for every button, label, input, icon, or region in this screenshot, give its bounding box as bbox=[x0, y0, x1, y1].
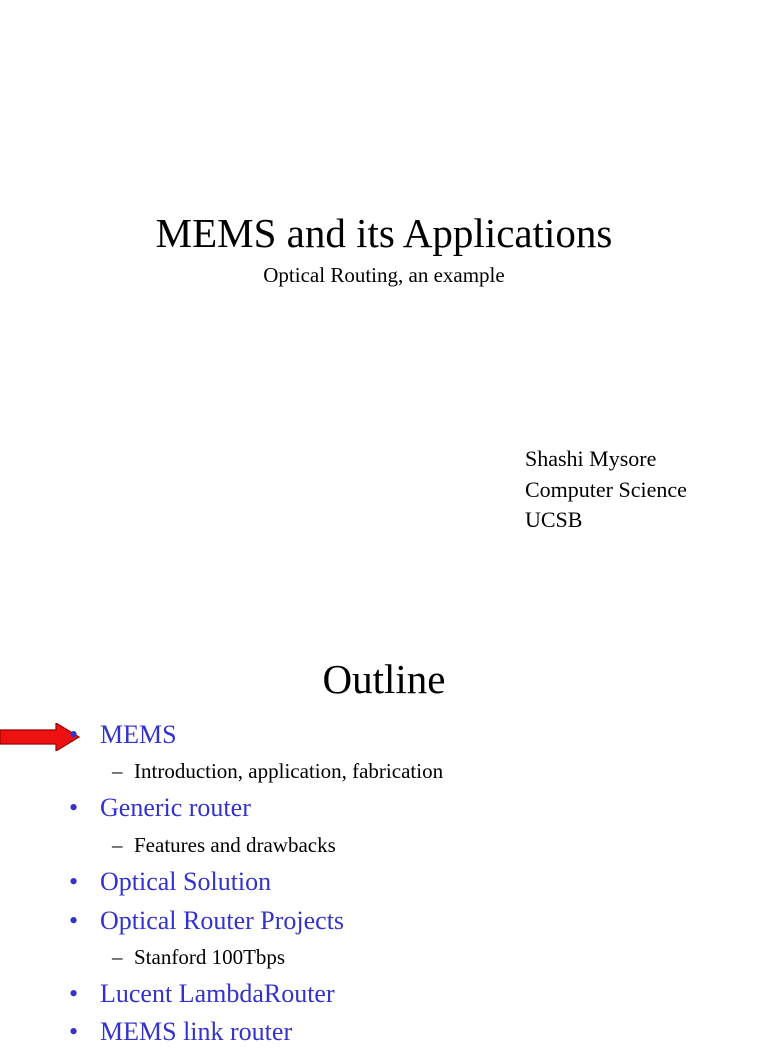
author-name: Shashi Mysore bbox=[525, 446, 657, 471]
bullet-marker: • bbox=[69, 720, 79, 749]
slide-subtitle: Optical Routing, an example bbox=[263, 263, 505, 287]
bullet-marker: • bbox=[69, 867, 79, 896]
outline-subitem-stanford bbox=[112, 943, 285, 971]
outline-title: Outline bbox=[322, 656, 446, 702]
outline-item-label: Optical Router Projects bbox=[100, 906, 345, 935]
author-institution: UCSB bbox=[525, 507, 583, 532]
outline-item-label: MEMS link router bbox=[100, 1017, 293, 1046]
outline-item-label: Lucent LambdaRouter bbox=[100, 979, 335, 1008]
bullet-marker: • bbox=[69, 979, 79, 1008]
slide-title: MEMS and its Applications bbox=[155, 210, 613, 256]
dash-marker: – bbox=[112, 759, 123, 783]
dash-marker: – bbox=[112, 833, 123, 857]
outline-subitem-features bbox=[112, 831, 336, 859]
outline-item-optical-router-projects bbox=[69, 905, 344, 937]
bullet-marker: • bbox=[69, 1017, 79, 1046]
outline-item-label: MEMS bbox=[100, 720, 177, 749]
outline-subitem-label: Introduction, application, fabrication bbox=[134, 759, 444, 783]
outline-item-optical-solution bbox=[69, 866, 271, 898]
outline-item-lucent-lambdarouter bbox=[69, 978, 335, 1010]
bullet-marker: • bbox=[69, 906, 79, 935]
dash-marker: – bbox=[112, 945, 123, 969]
bullet-marker: • bbox=[69, 793, 79, 822]
outline-item-mems-link-router bbox=[69, 1016, 292, 1048]
outline-item-mems bbox=[69, 719, 177, 751]
outline-item-generic-router bbox=[69, 792, 251, 824]
author-department: Computer Science bbox=[525, 476, 687, 502]
outline-subitem-introduction bbox=[112, 757, 443, 785]
outline-item-label: Generic router bbox=[100, 793, 251, 822]
outline-item-label: Optical Solution bbox=[100, 867, 272, 896]
outline-subitem-label: Features and drawbacks bbox=[134, 833, 336, 857]
outline-subitem-label: Stanford 100Tbps bbox=[134, 945, 286, 969]
